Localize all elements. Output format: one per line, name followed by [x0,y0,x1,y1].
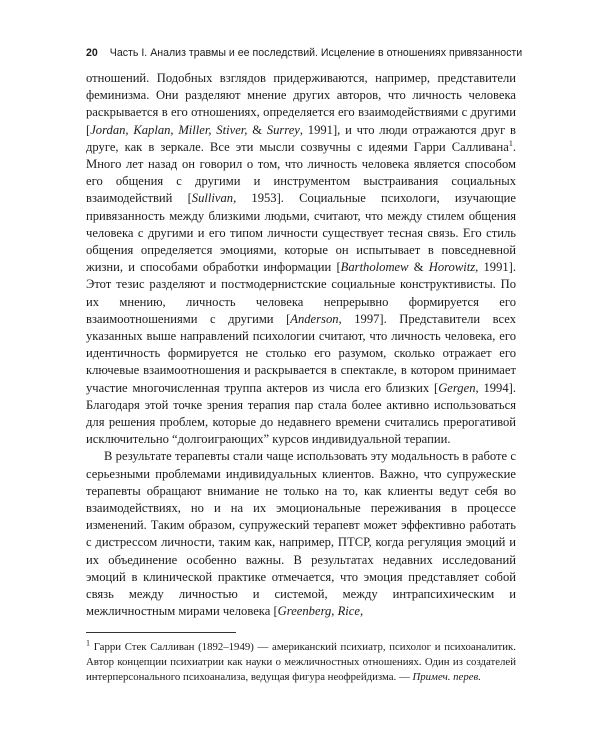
citation-authors: Horowitz [428,260,476,275]
footnote-reference: 1 [508,138,513,148]
footnote-marker: 1 [86,638,90,648]
text-span: & [408,260,429,275]
paragraph-2 [86,448,516,620]
citation-authors: Anderson [290,311,339,326]
footnote-text: Гарри Стек Салливан (1892–1949) — американский психиатр, психолог и психоаналитик. Автор концепции психиатрии как науки о межличностных отношениях. Один из создателей интерперсонального психоанализа, ведущая фигура неофрейдизма. — [86,641,516,683]
citation-authors: Sullivan [191,191,234,206]
page-number: 20 [86,47,98,59]
text-span: , 1997]. Представители всех указанных выше направлений психологии считают, что личность человека, его идентичность формируется не столько его разумом, сколько отражает его ключевые взаимоотношения и раскрывается в спектакле, в котором принимает участие многочисленная труппа актеров из числа его близких [ [86,311,516,395]
citation-authors: Bartholomew [340,260,409,275]
running-title: Часть I. Анализ травмы и ее последствий. Исцеление в отношениях привязанности [109,47,523,59]
citation-authors: Surrey [266,122,300,137]
text-span: , 1953]. Социальные психологи, изучающие привязанность между близкими людьми, считают, что между стилем общения человека с другими и его типом личности существует тесная связь. Его стиль общения определяется эмоциями, которые он испытывает в повседневной жизни, и способами обработки информации [ [86,191,516,275]
citation-authors: Jordan, Kaplan, Miller, Stiver, [90,122,253,137]
citation-authors: Greenberg, Rice, [277,604,364,619]
footnote [86,640,516,685]
text-span: , 1991], и что люди отражаются друг в друге, как в зеркале. Все эти мысли созвучны с идеями Гарри Салливана [86,122,516,154]
footnote-divider [86,632,236,633]
paragraph-1 [86,70,516,448]
text-span: & [252,122,267,137]
text-span: , 1994]. Благодаря этой точке зрения терапия пар стала более активно использоваться для решения проблем, которые до недавнего времени считались прерогативой исключительно “долгоиграющих” курсов индивидуальной терапии. [86,380,516,447]
text-span: отношений. Подобных взглядов придерживаются, например, представители феминизма. Они разделяют мнение других авторов, что личность человека раскрывается в его отношениях, определяется его взаимодействиями с другими [ [86,71,516,137]
translator-note-tag: Примеч. перев. [412,671,481,683]
text-span: . Много лет назад он говорил о том, что личность человека является способом его общения с другими и инструментом выстраивания социальных взаимодействий [ [86,139,516,206]
body-text [86,70,516,621]
citation-authors: Gergen [438,380,476,395]
text-span: , 1991]. Этот тезис разделяют и постмодернистские социальные конструктивисты. По их мнению, личность человека непрерывно формируется его взаимоотношениями с другими [ [86,260,517,326]
text-span: В результате терапевты стали чаще использовать эту модальность в работе с серьезными проблемами индивидуальных клиентов. Важно, что супружеские терапевты обращают внимание не только на то, как клиенты ведут себя во взаимодействиях, но и на их эмоциональные переживания в процессе изменений. Таким образом, супружеский терапевт может эффективно работать с дистрессом личности, таким как, например, ПТСР, когда регуляция эмоций и их объединение особенно важны. В результатах недавних исследований эмоций в клинической практике отмечается, что эмоция представляет собой связь между личностью и системой, между интрапсихическим и межличностным мирами человека [ [86,449,516,619]
running-header [86,46,526,60]
